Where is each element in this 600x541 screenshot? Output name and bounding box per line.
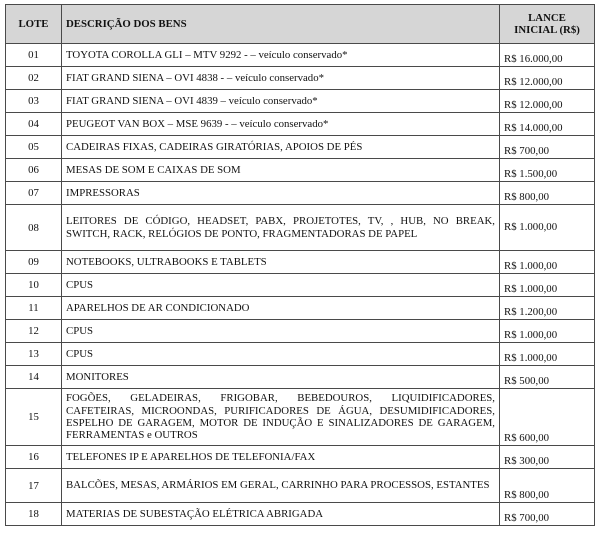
lote-number: 15 <box>6 389 62 446</box>
lote-price: R$ 300,00 <box>500 446 595 469</box>
lote-price: R$ 1.000,00 <box>500 274 595 297</box>
lote-number: 04 <box>6 113 62 136</box>
lote-price: R$ 500,00 <box>500 366 595 389</box>
lote-number: 01 <box>6 44 62 67</box>
lote-description: TOYOTA COROLLA GLI – MTV 9292 - – veículo conservado* <box>62 44 500 67</box>
lote-description: PEUGEOT VAN BOX – MSE 9639 - – veículo conservado* <box>62 113 500 136</box>
lote-description: FOGÕES, GELADEIRAS, FRIGOBAR, BEBEDOUROS, LIQUIDIFICADORES, CAFETEIRAS, MICROONDAS, PURIFICADORES DE ÁGUA, DESUMIDIFICADORES, ESPELHO DE GARAGEM, MOTOR DE INDUÇÃO E SINALIZADORES DE GARAGEM, FERRAMENTAS e OUTROS <box>62 389 500 446</box>
lote-number: 06 <box>6 159 62 182</box>
table-row <box>6 251 595 274</box>
lote-description: FIAT GRAND SIENA – OVI 4839 – veículo conservado* <box>62 90 500 113</box>
lote-description: BALCÕES, MESAS, ARMÁRIOS EM GERAL, CARRINHO PARA PROCESSOS, ESTANTES <box>62 469 500 503</box>
table-row <box>6 274 595 297</box>
lote-price: R$ 12.000,00 <box>500 90 595 113</box>
lote-number: 12 <box>6 320 62 343</box>
lote-price: R$ 1.500,00 <box>500 159 595 182</box>
table-row <box>6 136 595 159</box>
lote-number: 03 <box>6 90 62 113</box>
lote-price: R$ 1.000,00 <box>500 343 595 366</box>
table-header-row <box>6 5 595 44</box>
lote-price: R$ 12.000,00 <box>500 67 595 90</box>
table-row <box>6 182 595 205</box>
lote-price: R$ 16.000,00 <box>500 44 595 67</box>
lote-description: MESAS DE SOM E CAIXAS DE SOM <box>62 159 500 182</box>
lote-price: R$ 700,00 <box>500 136 595 159</box>
lote-price: R$ 1.000,00 <box>500 205 595 251</box>
lote-description: CPUS <box>62 274 500 297</box>
lote-number: 13 <box>6 343 62 366</box>
table-row <box>6 297 595 320</box>
table-row <box>6 469 595 503</box>
lote-description: CPUS <box>62 320 500 343</box>
table-row <box>6 389 595 446</box>
lote-description: NOTEBOOKS, ULTRABOOKS E TABLETS <box>62 251 500 274</box>
lote-price: R$ 800,00 <box>500 182 595 205</box>
lote-price: R$ 1.000,00 <box>500 251 595 274</box>
lote-price: R$ 1.000,00 <box>500 320 595 343</box>
lote-description: TELEFONES IP E APARELHOS DE TELEFONIA/FAX <box>62 446 500 469</box>
lote-number: 05 <box>6 136 62 159</box>
lote-price: R$ 14.000,00 <box>500 113 595 136</box>
lote-description: CPUS <box>62 343 500 366</box>
header-descricao: DESCRIÇÃO DOS BENS <box>62 5 500 44</box>
lote-price: R$ 600,00 <box>500 389 595 446</box>
lote-number: 18 <box>6 503 62 526</box>
lote-description: APARELHOS DE AR CONDICIONADO <box>62 297 500 320</box>
header-lote: LOTE <box>6 5 62 44</box>
table-row <box>6 343 595 366</box>
lote-number: 09 <box>6 251 62 274</box>
lote-price: R$ 1.200,00 <box>500 297 595 320</box>
table-row <box>6 113 595 136</box>
lote-number: 07 <box>6 182 62 205</box>
header-lance-line2: INICIAL (R$) <box>514 24 580 36</box>
lote-number: 17 <box>6 469 62 503</box>
lote-price: R$ 700,00 <box>500 503 595 526</box>
lote-number: 02 <box>6 67 62 90</box>
table-row <box>6 44 595 67</box>
table-row <box>6 320 595 343</box>
lote-description: MATERIAS DE SUBESTAÇÃO ELÉTRICA ABRIGADA <box>62 503 500 526</box>
table-row <box>6 159 595 182</box>
header-lance <box>500 5 595 44</box>
lote-number: 10 <box>6 274 62 297</box>
table-row <box>6 503 595 526</box>
lots-table <box>5 4 595 526</box>
lote-description: LEITORES DE CÓDIGO, HEADSET, PABX, PROJETOTES, TV, , HUB, NO BREAK, SWITCH, RACK, RELÓGIOS DE PONTO, FRAGMENTADORAS DE PAPEL <box>62 205 500 251</box>
table-row <box>6 446 595 469</box>
lote-number: 08 <box>6 205 62 251</box>
table-row <box>6 366 595 389</box>
lote-price: R$ 800,00 <box>500 469 595 503</box>
table-row <box>6 67 595 90</box>
header-lance-line1: LANCE <box>528 11 566 24</box>
table-row <box>6 205 595 251</box>
lote-number: 14 <box>6 366 62 389</box>
lote-number: 16 <box>6 446 62 469</box>
table-row <box>6 90 595 113</box>
document-page <box>5 4 595 526</box>
lote-description: CADEIRAS FIXAS, CADEIRAS GIRATÓRIAS, APOIOS DE PÉS <box>62 136 500 159</box>
lote-description: IMPRESSORAS <box>62 182 500 205</box>
lote-description: MONITORES <box>62 366 500 389</box>
lote-number: 11 <box>6 297 62 320</box>
lote-description: FIAT GRAND SIENA – OVI 4838 - – veículo conservado* <box>62 67 500 90</box>
